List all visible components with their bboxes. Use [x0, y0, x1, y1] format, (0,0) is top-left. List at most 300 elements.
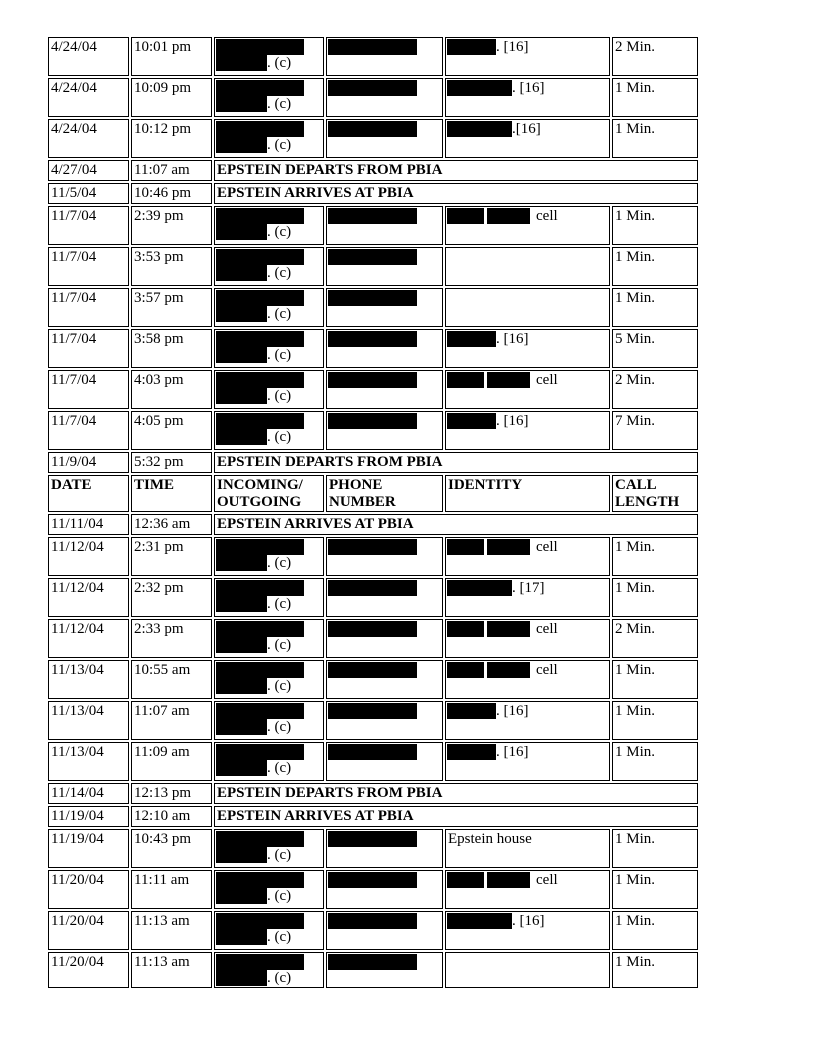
- identity-cell-label: cell: [536, 621, 558, 637]
- redaction-block: [328, 39, 417, 55]
- identity-line: [448, 121, 541, 137]
- io-suffix: . (c): [267, 760, 292, 776]
- redaction-block: [328, 621, 417, 637]
- incoming-outgoing-line: [217, 429, 291, 445]
- date-cell: 11/19/04: [48, 806, 129, 827]
- identity-cell: [445, 119, 610, 158]
- event-text: EPSTEIN ARRIVES AT PBIA: [214, 514, 698, 535]
- redaction-block: [216, 847, 267, 863]
- incoming-outgoing-cell: [214, 701, 324, 740]
- event-text: EPSTEIN DEPARTS FROM PBIA: [214, 160, 698, 181]
- phone-number-cell: [326, 537, 443, 576]
- event-row: [48, 183, 698, 204]
- redaction-block: [447, 703, 496, 719]
- redaction-block: [216, 678, 267, 694]
- phone-number-cell: [326, 952, 443, 988]
- identity-cell: [445, 701, 610, 740]
- identity-cell: [445, 619, 610, 658]
- incoming-outgoing-cell: [214, 952, 324, 988]
- event-text: EPSTEIN ARRIVES AT PBIA: [214, 806, 698, 827]
- incoming-outgoing-cell: [214, 742, 324, 781]
- event-text: EPSTEIN ARRIVES AT PBIA: [214, 183, 698, 204]
- incoming-outgoing-cell: [214, 37, 324, 76]
- date-cell: 11/13/04: [48, 701, 129, 740]
- call-row: [48, 660, 698, 699]
- redaction-block: [487, 208, 530, 224]
- time-cell: 2:31 pm: [131, 537, 212, 576]
- phone-number-cell: [326, 288, 443, 327]
- identity-cell: [445, 742, 610, 781]
- identity-line: [448, 539, 558, 555]
- redaction-block: [216, 831, 304, 847]
- call-length-cell: 2 Min.: [612, 370, 698, 409]
- io-suffix: . (c): [267, 970, 292, 986]
- redaction-block: [328, 662, 417, 678]
- header-io-line2: OUTGOING: [217, 494, 302, 510]
- incoming-outgoing-cell: [214, 119, 324, 158]
- time-cell: 10:55 am: [131, 660, 212, 699]
- incoming-outgoing-cell: [214, 829, 324, 868]
- redaction-block: [216, 80, 304, 96]
- identity-cell: [445, 206, 610, 245]
- redaction-block: [216, 888, 267, 904]
- incoming-outgoing-line: [217, 970, 291, 986]
- time-cell: 5:32 pm: [131, 452, 212, 473]
- redaction-block: [216, 55, 267, 71]
- identity-line: [448, 872, 558, 888]
- phone-number-cell: [326, 660, 443, 699]
- redaction-block: [216, 703, 304, 719]
- redaction-block: [328, 208, 417, 224]
- redaction-block: [328, 744, 417, 760]
- redaction-block: [328, 121, 417, 137]
- incoming-outgoing-cell: [214, 329, 324, 368]
- time-cell: 11:11 am: [131, 870, 212, 909]
- identity-line: [448, 831, 532, 847]
- io-suffix: . (c): [267, 596, 292, 612]
- identity-cell: [445, 660, 610, 699]
- redaction-block: [447, 539, 484, 555]
- identity-ref: . [16]: [496, 744, 529, 760]
- date-cell: 11/7/04: [48, 370, 129, 409]
- event-row: [48, 160, 698, 181]
- redaction-block: [447, 39, 496, 55]
- call-row: [48, 78, 698, 117]
- incoming-outgoing-line: [217, 847, 291, 863]
- phone-number-cell: [326, 329, 443, 368]
- redaction-block: [216, 388, 267, 404]
- redaction-block: [216, 744, 304, 760]
- identity-cell: [445, 829, 610, 868]
- redaction-block: [447, 413, 496, 429]
- identity-ref: . [17]: [512, 580, 545, 596]
- incoming-outgoing-cell: [214, 619, 324, 658]
- redaction-block: [447, 913, 512, 929]
- redaction-block: [216, 347, 267, 363]
- time-cell: 10:46 pm: [131, 183, 212, 204]
- time-cell: 10:01 pm: [131, 37, 212, 76]
- header-identity: IDENTITY: [445, 475, 610, 512]
- date-cell: 4/24/04: [48, 78, 129, 117]
- incoming-outgoing-line: [217, 96, 291, 112]
- call-length-cell: 1 Min.: [612, 288, 698, 327]
- identity-line: [448, 331, 529, 347]
- call-row: [48, 870, 698, 909]
- identity-line: [448, 621, 558, 637]
- phone-number-cell: [326, 742, 443, 781]
- identity-cell: [445, 78, 610, 117]
- identity-line: [448, 703, 529, 719]
- redaction-block: [216, 621, 304, 637]
- call-length-cell: 1 Min.: [612, 829, 698, 868]
- redaction-block: [216, 121, 304, 137]
- call-row: [48, 537, 698, 576]
- identity-ref: . [16]: [512, 80, 545, 96]
- header-io-line1: INCOMING/: [217, 477, 303, 493]
- date-cell: 11/20/04: [48, 952, 129, 988]
- date-cell: 11/5/04: [48, 183, 129, 204]
- call-length-cell: 1 Min.: [612, 206, 698, 245]
- event-text: EPSTEIN DEPARTS FROM PBIA: [214, 452, 698, 473]
- time-cell: 11:13 am: [131, 911, 212, 950]
- date-cell: 11/20/04: [48, 870, 129, 909]
- phone-number-cell: [326, 247, 443, 286]
- call-length-cell: 1 Min.: [612, 119, 698, 158]
- redaction-block: [216, 872, 304, 888]
- incoming-outgoing-cell: [214, 911, 324, 950]
- io-suffix: . (c): [267, 429, 292, 445]
- call-length-cell: 7 Min.: [612, 411, 698, 450]
- redaction-block: [447, 744, 496, 760]
- redaction-block: [328, 249, 417, 265]
- date-cell: 11/14/04: [48, 783, 129, 804]
- identity-line: [448, 913, 545, 929]
- redaction-block: [328, 580, 417, 596]
- incoming-outgoing-line: [217, 347, 291, 363]
- date-cell: 11/7/04: [48, 411, 129, 450]
- date-cell: 11/7/04: [48, 329, 129, 368]
- incoming-outgoing-cell: [214, 78, 324, 117]
- incoming-outgoing-line: [217, 265, 291, 281]
- identity-cell: [445, 288, 610, 327]
- identity-cell: [445, 247, 610, 286]
- phone-number-cell: [326, 206, 443, 245]
- time-cell: 3:53 pm: [131, 247, 212, 286]
- call-length-cell: 5 Min.: [612, 329, 698, 368]
- redaction-block: [328, 872, 417, 888]
- phone-number-cell: [326, 119, 443, 158]
- io-suffix: . (c): [267, 847, 292, 863]
- redaction-block: [216, 954, 304, 970]
- redaction-block: [216, 413, 304, 429]
- call-row: [48, 911, 698, 950]
- event-row: [48, 514, 698, 535]
- call-row: [48, 619, 698, 658]
- phone-number-cell: [326, 78, 443, 117]
- time-cell: 11:09 am: [131, 742, 212, 781]
- date-cell: 11/7/04: [48, 247, 129, 286]
- phone-number-cell: [326, 701, 443, 740]
- identity-ref: . [16]: [512, 913, 545, 929]
- time-cell: 2:39 pm: [131, 206, 212, 245]
- call-length-cell: 2 Min.: [612, 619, 698, 658]
- redaction-block: [328, 703, 417, 719]
- redaction-block: [216, 96, 267, 112]
- io-suffix: . (c): [267, 96, 292, 112]
- identity-cell: [445, 952, 610, 988]
- redaction-block: [487, 872, 530, 888]
- redaction-block: [487, 539, 530, 555]
- identity-cell-label: cell: [536, 872, 558, 888]
- event-row: [48, 783, 698, 804]
- identity-cell: [445, 370, 610, 409]
- identity-line: [448, 208, 558, 224]
- phone-number-cell: [326, 578, 443, 617]
- header-date: DATE: [48, 475, 129, 512]
- redaction-block: [216, 637, 267, 653]
- call-row: [48, 952, 698, 988]
- identity-ref: . [16]: [496, 703, 529, 719]
- call-row: [48, 288, 698, 327]
- date-cell: 11/12/04: [48, 578, 129, 617]
- incoming-outgoing-cell: [214, 870, 324, 909]
- redaction-block: [216, 372, 304, 388]
- redaction-block: [447, 331, 496, 347]
- time-cell: 4:03 pm: [131, 370, 212, 409]
- time-cell: 10:12 pm: [131, 119, 212, 158]
- redaction-block: [447, 580, 512, 596]
- redaction-block: [447, 121, 512, 137]
- date-cell: 11/19/04: [48, 829, 129, 868]
- io-suffix: . (c): [267, 55, 292, 71]
- redaction-block: [328, 372, 417, 388]
- call-row: [48, 411, 698, 450]
- identity-line: [448, 80, 545, 96]
- redaction-block: [328, 831, 417, 847]
- event-text: EPSTEIN DEPARTS FROM PBIA: [214, 783, 698, 804]
- event-row: [48, 452, 698, 473]
- call-row: [48, 370, 698, 409]
- identity-ref: . [16]: [496, 39, 529, 55]
- identity-cell: [445, 411, 610, 450]
- identity-cell: [445, 537, 610, 576]
- header-len-line1: CALL: [615, 477, 657, 493]
- redaction-block: [487, 662, 530, 678]
- redaction-block: [447, 208, 484, 224]
- time-cell: 3:57 pm: [131, 288, 212, 327]
- call-log-body: [48, 37, 698, 988]
- redaction-block: [216, 39, 304, 55]
- redaction-block: [216, 249, 304, 265]
- phone-number-cell: [326, 37, 443, 76]
- incoming-outgoing-cell: [214, 578, 324, 617]
- redaction-block: [328, 413, 417, 429]
- date-cell: 11/7/04: [48, 206, 129, 245]
- call-row: [48, 329, 698, 368]
- identity-cell-label: cell: [536, 208, 558, 224]
- incoming-outgoing-line: [217, 678, 291, 694]
- call-length-cell: 2 Min.: [612, 37, 698, 76]
- redaction-block: [447, 872, 484, 888]
- header-incoming-outgoing: [214, 475, 324, 512]
- incoming-outgoing-line: [217, 760, 291, 776]
- event-row: [48, 806, 698, 827]
- call-length-cell: 1 Min.: [612, 870, 698, 909]
- incoming-outgoing-line: [217, 137, 291, 153]
- identity-cell: [445, 578, 610, 617]
- phone-number-cell: [326, 411, 443, 450]
- redaction-block: [216, 208, 304, 224]
- time-cell: 11:07 am: [131, 160, 212, 181]
- redaction-block: [447, 621, 484, 637]
- call-row: [48, 119, 698, 158]
- redaction-block: [447, 372, 484, 388]
- phone-number-cell: [326, 870, 443, 909]
- io-suffix: . (c): [267, 719, 292, 735]
- incoming-outgoing-cell: [214, 247, 324, 286]
- date-cell: 4/24/04: [48, 119, 129, 158]
- call-length-cell: 1 Min.: [612, 952, 698, 988]
- redaction-block: [216, 760, 267, 776]
- io-suffix: . (c): [267, 555, 292, 571]
- time-cell: 12:10 am: [131, 806, 212, 827]
- identity-ref: .[16]: [512, 121, 541, 137]
- call-log-table: [46, 35, 700, 990]
- header-time: TIME: [131, 475, 212, 512]
- date-cell: 4/24/04: [48, 37, 129, 76]
- io-suffix: . (c): [267, 637, 292, 653]
- call-length-cell: 1 Min.: [612, 660, 698, 699]
- redaction-block: [447, 80, 512, 96]
- call-row: [48, 247, 698, 286]
- incoming-outgoing-line: [217, 888, 291, 904]
- identity-text: Epstein house: [448, 831, 532, 847]
- date-cell: 11/7/04: [48, 288, 129, 327]
- time-cell: 12:36 am: [131, 514, 212, 535]
- header-phone-number: [326, 475, 443, 512]
- phone-number-cell: [326, 370, 443, 409]
- header-call-length: [612, 475, 698, 512]
- incoming-outgoing-cell: [214, 537, 324, 576]
- date-cell: 11/9/04: [48, 452, 129, 473]
- time-cell: 12:13 pm: [131, 783, 212, 804]
- phone-number-cell: [326, 911, 443, 950]
- identity-line: [448, 662, 558, 678]
- header-num-line1: PHONE: [329, 477, 383, 493]
- identity-cell-label: cell: [536, 662, 558, 678]
- redaction-block: [216, 539, 304, 555]
- call-row: [48, 701, 698, 740]
- identity-line: [448, 580, 545, 596]
- call-row: [48, 742, 698, 781]
- incoming-outgoing-cell: [214, 370, 324, 409]
- phone-number-cell: [326, 619, 443, 658]
- incoming-outgoing-line: [217, 555, 291, 571]
- incoming-outgoing-line: [217, 929, 291, 945]
- redaction-block: [447, 662, 484, 678]
- io-suffix: . (c): [267, 306, 292, 322]
- date-cell: 11/11/04: [48, 514, 129, 535]
- redaction-block: [216, 306, 267, 322]
- io-suffix: . (c): [267, 929, 292, 945]
- identity-cell: [445, 329, 610, 368]
- redaction-block: [487, 372, 530, 388]
- identity-ref: . [16]: [496, 413, 529, 429]
- table-header-row: [48, 475, 698, 512]
- io-suffix: . (c): [267, 347, 292, 363]
- incoming-outgoing-line: [217, 388, 291, 404]
- incoming-outgoing-line: [217, 637, 291, 653]
- incoming-outgoing-line: [217, 55, 291, 71]
- redaction-block: [328, 539, 417, 555]
- redaction-block: [216, 970, 267, 986]
- identity-line: [448, 413, 529, 429]
- io-suffix: . (c): [267, 678, 292, 694]
- redaction-block: [216, 596, 267, 612]
- redaction-block: [216, 265, 267, 281]
- identity-line: [448, 372, 558, 388]
- incoming-outgoing-cell: [214, 288, 324, 327]
- redaction-block: [216, 580, 304, 596]
- time-cell: 3:58 pm: [131, 329, 212, 368]
- identity-cell-label: cell: [536, 372, 558, 388]
- call-row: [48, 37, 698, 76]
- date-cell: 11/12/04: [48, 619, 129, 658]
- phone-number-cell: [326, 829, 443, 868]
- call-length-cell: 1 Min.: [612, 78, 698, 117]
- redaction-block: [216, 429, 267, 445]
- incoming-outgoing-line: [217, 224, 291, 240]
- time-cell: 10:09 pm: [131, 78, 212, 117]
- call-row: [48, 206, 698, 245]
- identity-cell-label: cell: [536, 539, 558, 555]
- date-cell: 11/12/04: [48, 537, 129, 576]
- date-cell: 11/20/04: [48, 911, 129, 950]
- call-length-cell: 1 Min.: [612, 911, 698, 950]
- redaction-block: [328, 290, 417, 306]
- redaction-block: [216, 662, 304, 678]
- date-cell: 11/13/04: [48, 660, 129, 699]
- time-cell: 2:32 pm: [131, 578, 212, 617]
- redaction-block: [328, 331, 417, 347]
- identity-line: [448, 39, 529, 55]
- identity-cell: [445, 911, 610, 950]
- call-length-cell: 1 Min.: [612, 742, 698, 781]
- redaction-block: [216, 555, 267, 571]
- identity-cell: [445, 870, 610, 909]
- incoming-outgoing-cell: [214, 660, 324, 699]
- time-cell: 4:05 pm: [131, 411, 212, 450]
- redaction-block: [216, 719, 267, 735]
- incoming-outgoing-cell: [214, 206, 324, 245]
- incoming-outgoing-line: [217, 719, 291, 735]
- redaction-block: [216, 913, 304, 929]
- incoming-outgoing-cell: [214, 411, 324, 450]
- io-suffix: . (c): [267, 224, 292, 240]
- io-suffix: . (c): [267, 888, 292, 904]
- call-length-cell: 1 Min.: [612, 701, 698, 740]
- redaction-block: [328, 913, 417, 929]
- call-length-cell: 1 Min.: [612, 537, 698, 576]
- time-cell: 2:33 pm: [131, 619, 212, 658]
- redaction-block: [216, 929, 267, 945]
- header-num-line2: NUMBER: [329, 494, 396, 510]
- incoming-outgoing-line: [217, 306, 291, 322]
- time-cell: 11:13 am: [131, 952, 212, 988]
- redaction-block: [328, 80, 417, 96]
- call-row: [48, 578, 698, 617]
- redaction-block: [328, 954, 417, 970]
